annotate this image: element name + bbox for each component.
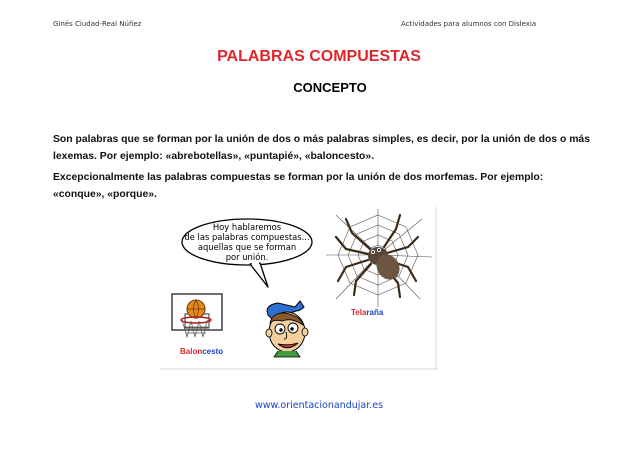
speech-line-2: de las palabras compuestas... [184, 232, 310, 242]
paragraph-exception: Excepcionalmente las palabras compuestas se forman por la unión de dos morfemas. Por ejemplo: «conque», «porque». [53, 172, 544, 200]
speech-line-4: por unión. [225, 252, 269, 262]
basketball-hoop-icon [172, 294, 222, 337]
label-telarana [351, 308, 384, 317]
header-author: Ginés Ciudad-Real Núñez [53, 20, 142, 28]
label-baloncesto [180, 347, 223, 356]
speech-line-1: Hoy hablaremos [212, 222, 282, 232]
label-baloncesto-part1: Balon [180, 347, 203, 356]
illustration [160, 207, 437, 370]
header-subject: Actividades para alumnos con Dislexia [401, 20, 537, 28]
speech-bubble [182, 219, 312, 287]
footer-website-link[interactable]: www.orientacionandujar.es [254, 400, 384, 411]
label-telarana-part1: Tela [351, 308, 367, 317]
boy-icon [266, 301, 308, 357]
speech-line-3: aquellas que se forman [197, 242, 297, 252]
paragraph-definition: Son palabras que se forman por la unión de dos o más palabras simples, es decir, por la unión de dos o más lexemas. Por ejemplo: «abrebotellas», «puntapié», «baloncesto». [53, 134, 590, 162]
page-subtitle: CONCEPTO [293, 80, 367, 95]
label-baloncesto-part2: cesto [202, 347, 224, 356]
label-telarana-part2: raña [366, 308, 384, 317]
page-title: PALABRAS COMPUESTAS [217, 48, 421, 65]
